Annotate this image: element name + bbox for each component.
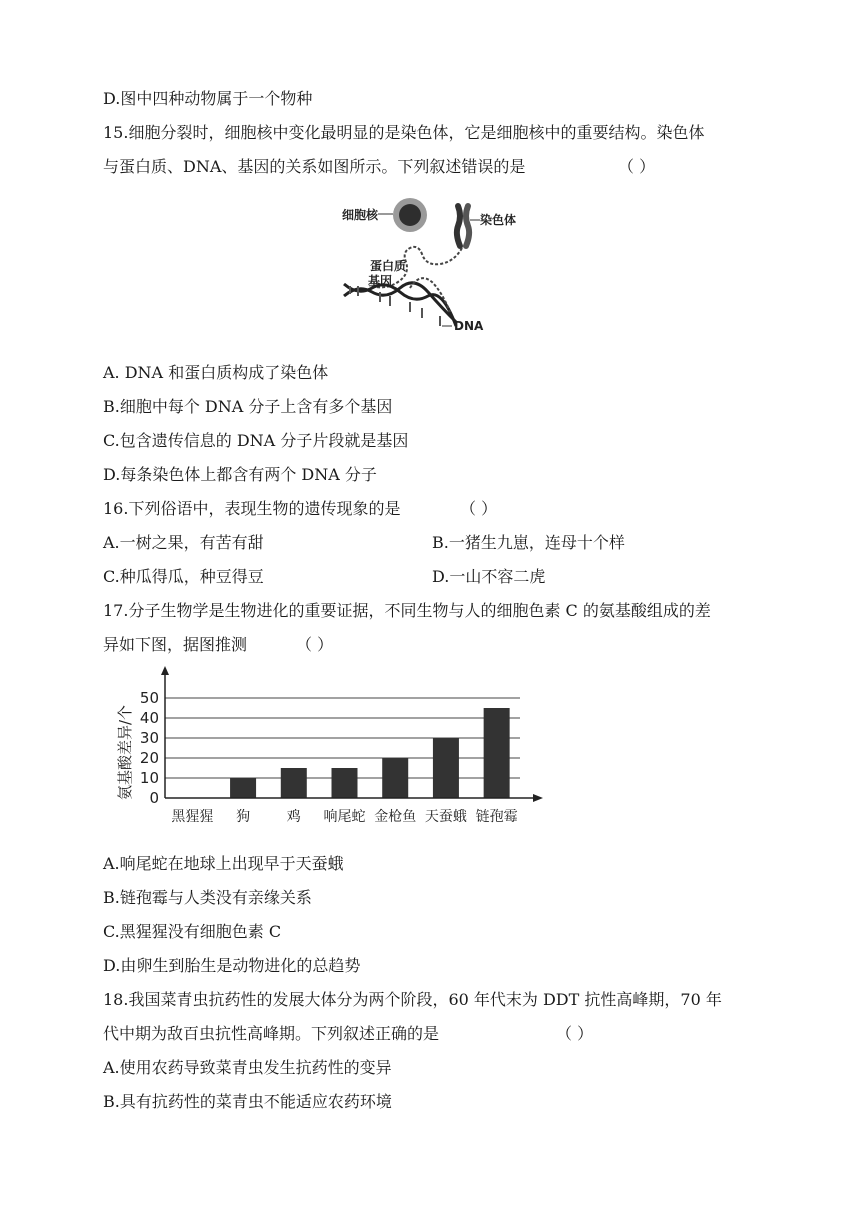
bar bbox=[281, 768, 307, 798]
q17-option-d: D.由卵生到胎生是动物进化的总趋势 bbox=[103, 956, 361, 975]
q15-option-a: A. DNA 和蛋白质构成了染色体 bbox=[103, 363, 329, 382]
q16-option-c: C.种瓜得瓜，种豆得豆 bbox=[103, 567, 264, 586]
chart-y-ticks bbox=[140, 689, 159, 807]
chart-y-axis-label: 氨基酸差异/个 bbox=[116, 704, 134, 800]
x-axis-arrow-icon bbox=[533, 794, 543, 802]
chromosome-diagram bbox=[330, 192, 517, 352]
q15-option-d: D.每条染色体上都含有两个 DNA 分子 bbox=[103, 465, 377, 484]
q16-option-d: D.一山不容二虎 bbox=[432, 567, 546, 586]
q16-option-b: B.一猪生九崽，连母十个样 bbox=[432, 533, 625, 552]
gene-label: 基因 bbox=[368, 274, 393, 288]
protein-label: 蛋白质 bbox=[370, 259, 407, 273]
y-tick-label: 0 bbox=[149, 789, 159, 807]
q18-answer-paren: （ ） bbox=[556, 1024, 594, 1043]
q18-option-a: A.使用农药导致菜青虫发生抗药性的变异 bbox=[103, 1058, 392, 1077]
chromosome-label: 染色体 bbox=[480, 213, 517, 227]
q15-option-b: B.细胞中每个 DNA 分子上含有多个基因 bbox=[103, 397, 393, 416]
y-tick-label: 20 bbox=[139, 749, 159, 767]
nucleus-shape bbox=[399, 204, 421, 226]
x-tick-label: 响尾蛇 bbox=[323, 809, 366, 825]
q17-option-c: C.黑猩猩没有细胞色素 C bbox=[103, 922, 282, 941]
q18-option-b: B.具有抗药性的菜青虫不能适应农药环境 bbox=[103, 1092, 392, 1111]
q14-option-d: D.图中四种动物属于一个物种 bbox=[103, 89, 313, 108]
q18-stem-line2: 代中期为敌百虫抗性高峰期。下列叙述正确的是 bbox=[103, 1024, 440, 1043]
bar bbox=[332, 768, 358, 798]
dna-label: DNA bbox=[454, 319, 484, 333]
x-tick-label: 黑猩猩 bbox=[171, 809, 214, 825]
q17-answer-paren: （ ） bbox=[296, 635, 334, 654]
q16-option-a: A.一树之果，有苦有甜 bbox=[103, 533, 264, 552]
y-tick-label: 10 bbox=[139, 769, 159, 787]
chromosome-shape bbox=[457, 206, 469, 246]
q15-answer-paren: （ ） bbox=[618, 157, 656, 176]
y-tick-label: 40 bbox=[139, 709, 159, 727]
q15-option-c: C.包含遗传信息的 DNA 分子片段就是基因 bbox=[103, 431, 409, 450]
bar bbox=[382, 758, 408, 798]
q16-stem: 16.下列俗语中，表现生物的遗传现象的是 bbox=[103, 499, 401, 518]
bar bbox=[230, 778, 256, 798]
q15-stem-line2: 与蛋白质、DNA、基因的关系如图所示。下列叙述错误的是 bbox=[103, 157, 526, 176]
y-tick-label: 30 bbox=[139, 729, 159, 747]
q17-stem-line2: 异如下图，据图推测 bbox=[103, 635, 248, 654]
x-tick-label: 链孢霉 bbox=[475, 809, 518, 825]
x-tick-label: 鸡 bbox=[286, 809, 301, 825]
y-tick-label: 50 bbox=[139, 689, 159, 707]
y-axis-arrow-icon bbox=[161, 666, 169, 675]
q17-stem-line1: 17.分子生物学是生物进化的重要证据，不同生物与人的细胞色素 C 的氨基酸组成的差 bbox=[103, 601, 711, 620]
q16-answer-paren: （ ） bbox=[460, 499, 498, 518]
bar bbox=[484, 708, 510, 798]
bar bbox=[433, 738, 459, 798]
chart-grid bbox=[165, 698, 520, 778]
chart-x-ticks bbox=[171, 808, 517, 825]
nucleus-label: 细胞核 bbox=[342, 208, 379, 222]
amino-acid-bar-chart bbox=[110, 660, 550, 830]
chart-bars bbox=[230, 708, 510, 798]
q15-stem-line1: 15.细胞分裂时，细胞核中变化最明显的是染色体，它是细胞核中的重要结构。染色体 bbox=[103, 123, 705, 142]
q17-option-a: A.响尾蛇在地球上出现早于天蚕蛾 bbox=[103, 854, 344, 873]
q18-stem-line1: 18.我国菜青虫抗药性的发展大体分为两个阶段，60 年代末为 DDT 抗性高峰期，70 年 bbox=[103, 990, 722, 1009]
x-tick-label: 金枪鱼 bbox=[374, 809, 417, 825]
x-tick-label: 天蚕蛾 bbox=[424, 809, 467, 825]
x-tick-label: 狗 bbox=[236, 809, 251, 825]
q17-option-b: B.链孢霉与人类没有亲缘关系 bbox=[103, 888, 312, 907]
